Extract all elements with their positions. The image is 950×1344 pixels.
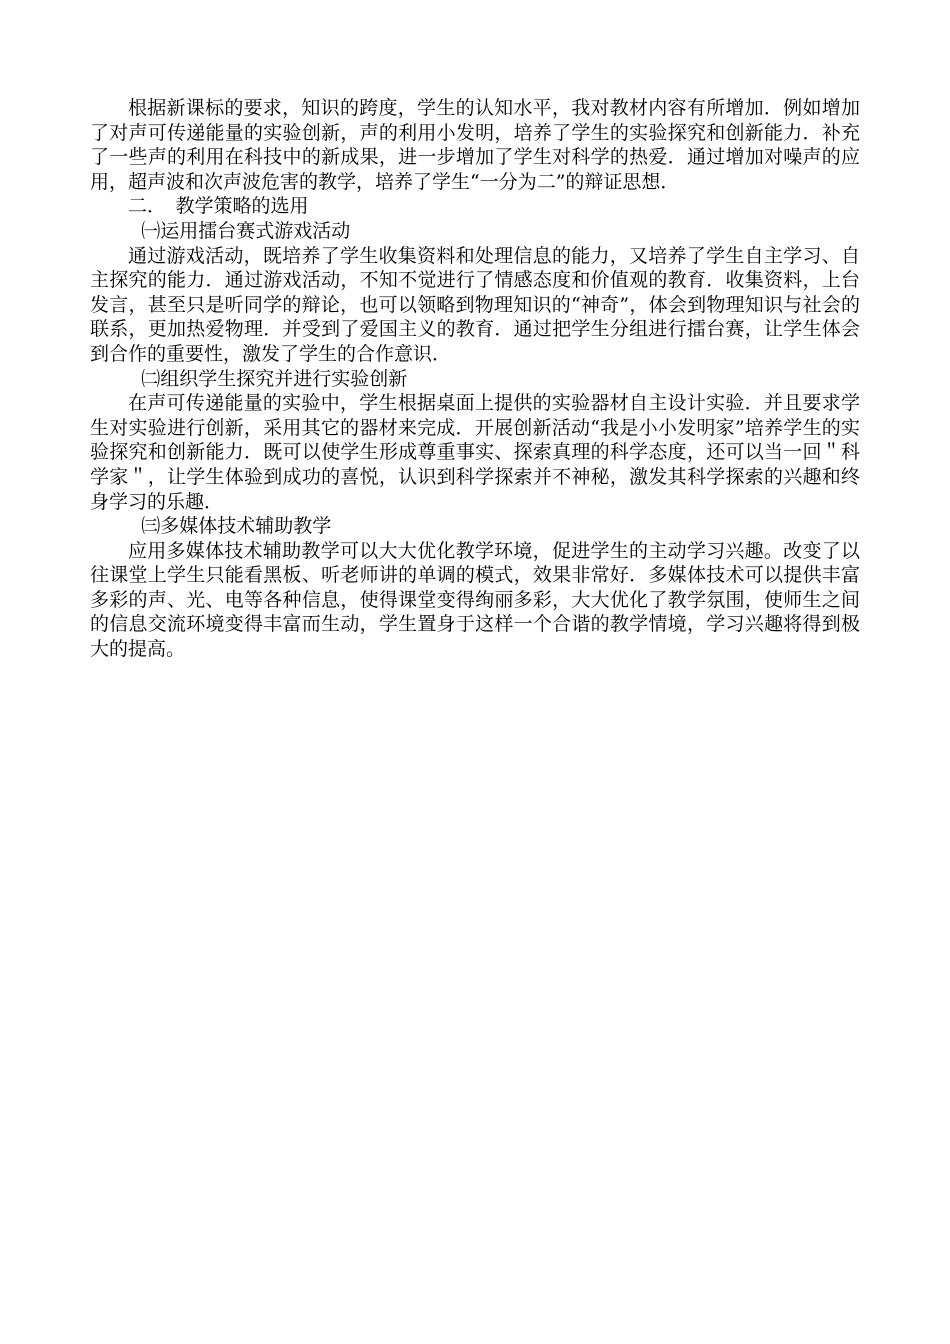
section-heading-teaching-strategy: 二． 教学策略的选用: [128, 195, 309, 218]
paragraph-experiment-innovation: 在声可传递能量的实验中，学生根据桌面上提供的实验器材自主设计实验．并且要求学生对实验进行创新，采用其它的器材来完成．开展创新活动“我是小小发明家”培养学生的实验探究和创新能力．既可以使学生形成尊重事实、探索真理的科学态度，还可以当一回＂科学家＂，让学生体验到成功的喜悦，认识到科学探索并不神秘，激发其科学探索的兴趣和终身学习的乐趣．: [90, 392, 860, 513]
paragraph-curriculum-additions: 根据新课标的要求，知识的跨度，学生的认知水平，我对教材内容有所增加．例如增加了对声可传递能量的实验创新，声的利用小发明，培养了学生的实验探究和创新能力．补充了一些声的利用在科技中的新成果，进一步增加了学生对科学的热爱．通过增加对噪声的应用，超声波和次声波危害的教学，培养了学生“一分为二”的辩证思想．: [90, 97, 860, 193]
paragraph-game-activity: 通过游戏活动，既培养了学生收集资料和处理信息的能力，又培养了学生自主学习、自主探究的能力．通过游戏活动，不知不觉进行了情感态度和价值观的教育．收集资料，上台发言，甚至只是听同学的辩论，也可以领略到物理知识的“神奇”，体会到物理知识与社会的联系，更加热爱物理．并受到了爱国主义的教育．通过把学生分组进行擂台赛，让学生体会到合作的重要性，激发了学生的合作意识．: [90, 244, 860, 365]
subheading-multimedia: ㈢多媒体技术辅助教学: [141, 515, 332, 538]
subheading-experiment-innovation: ㈡组织学生探究并进行实验创新: [141, 367, 408, 390]
subheading-game-activity: ㈠运用擂台赛式游戏活动: [141, 219, 351, 242]
paragraph-multimedia: 应用多媒体技术辅助教学可以大大优化教学环境，促进学生的主动学习兴趣。改变了以往课堂上学生只能看黑板、听老师讲的单调的模式，效果非常好．多媒体技术可以提供丰富多彩的声、光、电等各种信息，使得课堂变得绚丽多彩，大大优化了教学氛围，使师生之间的信息交流环境变得丰富而生动，学生置身于这样一个合谐的教学情境，学习兴趣将得到极大的提高。: [90, 539, 860, 661]
document-body: [90, 96, 860, 662]
